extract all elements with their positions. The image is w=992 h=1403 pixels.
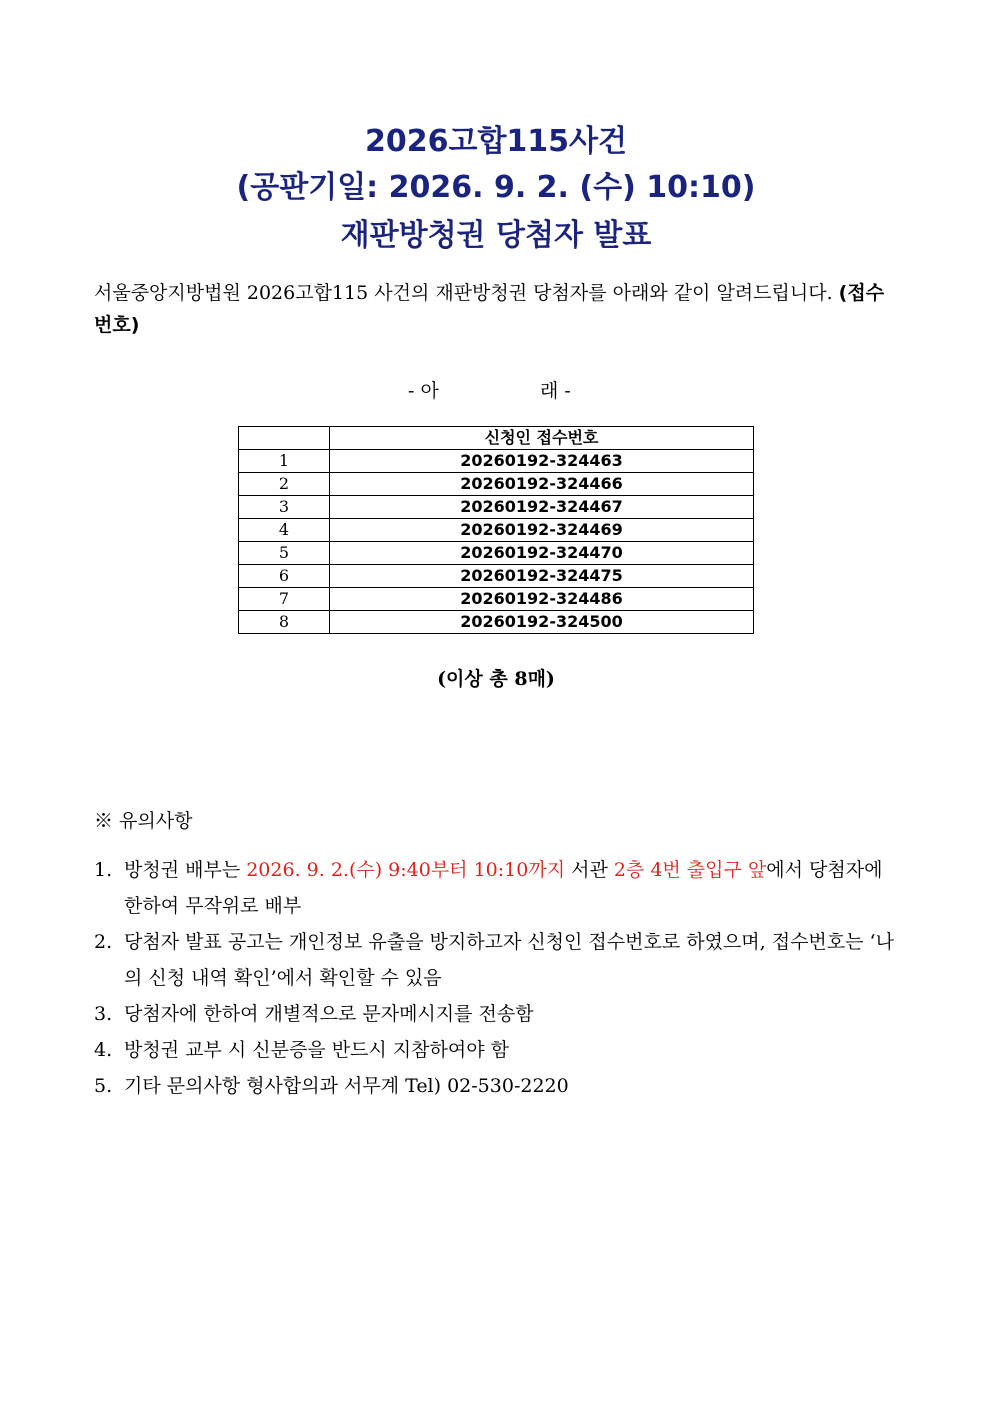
table-row bbox=[239, 519, 754, 542]
row-code: 20260192-324475 bbox=[330, 565, 754, 588]
row-number: 6 bbox=[239, 565, 330, 588]
intro-paragraph bbox=[94, 277, 894, 341]
note-number: 3. bbox=[94, 1003, 113, 1025]
row-number: 1 bbox=[239, 450, 330, 473]
row-number: 7 bbox=[239, 588, 330, 611]
row-number: 2 bbox=[239, 473, 330, 496]
note-item bbox=[94, 1068, 904, 1104]
note-text: 서관 bbox=[565, 859, 614, 881]
note-highlight-time: 2026. 9. 2.(수) 9:40부터 10:10까지 bbox=[246, 859, 566, 881]
note-text: 기타 문의사항 형사합의과 서무계 Tel) 02-530-2220 bbox=[124, 1075, 569, 1097]
note-number: 1. bbox=[94, 859, 113, 881]
winners-table bbox=[238, 426, 754, 634]
note-number: 2. bbox=[94, 931, 113, 953]
row-code: 20260192-324486 bbox=[330, 588, 754, 611]
note-text: 방청권 교부 시 신분증을 반드시 지참하여야 함 bbox=[124, 1039, 509, 1061]
table-row bbox=[239, 611, 754, 634]
row-code: 20260192-324467 bbox=[330, 496, 754, 519]
hearing-date-title: (공판기일: 2026. 9. 2. (수) 10:10) bbox=[236, 170, 756, 205]
table-row bbox=[239, 450, 754, 473]
notes-heading: ※ 유의사항 bbox=[94, 810, 193, 832]
table-row bbox=[239, 473, 754, 496]
note-text: 방청권 배부는 bbox=[124, 859, 247, 881]
note-text: 당첨자 발표 공고는 개인정보 유출을 방지하고자 신청인 접수번호로 하였으며, 접수번호는 ‘나의 신청 내역 확인’에서 확인할 수 있음 bbox=[124, 931, 894, 989]
note-text: 에서 당첨자에 한하여 무작위로 배부 bbox=[124, 859, 883, 917]
notes-list bbox=[94, 852, 904, 1104]
announcement-title: 재판방청권 당첨자 발표 bbox=[340, 218, 652, 253]
row-code: 20260192-324463 bbox=[330, 450, 754, 473]
table-row bbox=[239, 588, 754, 611]
note-item bbox=[94, 924, 904, 996]
note-number: 4. bbox=[94, 1039, 113, 1061]
intro-emphasis: (접수번호) bbox=[94, 282, 885, 336]
row-number: 4 bbox=[239, 519, 330, 542]
table-row bbox=[239, 496, 754, 519]
note-number: 5. bbox=[94, 1075, 113, 1097]
row-number: 8 bbox=[239, 611, 330, 634]
row-code: 20260192-324469 bbox=[330, 519, 754, 542]
note-item bbox=[94, 1032, 904, 1068]
note-item bbox=[94, 996, 904, 1032]
header-code: 신청인 접수번호 bbox=[330, 427, 754, 450]
table-header-row bbox=[239, 427, 754, 450]
total-count: (이상 총 8매) bbox=[437, 668, 555, 690]
note-highlight-location: 2층 4번 출입구 앞 bbox=[613, 859, 767, 881]
row-number: 3 bbox=[239, 496, 330, 519]
row-code: 20260192-324466 bbox=[330, 473, 754, 496]
table-row bbox=[239, 542, 754, 565]
separator-right: 래 - bbox=[540, 380, 571, 402]
note-item bbox=[94, 852, 904, 924]
table-row bbox=[239, 565, 754, 588]
header-number bbox=[239, 427, 330, 450]
note-text: 당첨자에 한하여 개별적으로 문자메시지를 전송함 bbox=[124, 1003, 534, 1025]
row-code: 20260192-324500 bbox=[330, 611, 754, 634]
page-title: 2026고합115사건 bbox=[364, 124, 628, 159]
separator-left: - 아 bbox=[408, 380, 439, 402]
row-number: 5 bbox=[239, 542, 330, 565]
row-code: 20260192-324470 bbox=[330, 542, 754, 565]
intro-text: 서울중앙지방법원 2026고합115 사건의 재판방청권 당첨자를 아래와 같이 알려드립니다. bbox=[94, 282, 833, 304]
